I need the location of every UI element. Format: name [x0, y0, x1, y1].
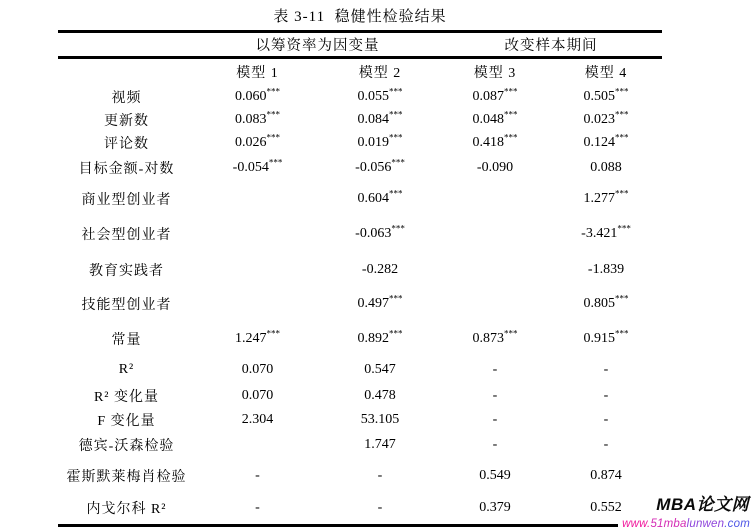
- cell-model-3: -0.090: [476, 160, 514, 175]
- cell-model-3: -: [492, 388, 498, 403]
- cell-model-1: -0.054***: [232, 157, 283, 175]
- model-header-row: [58, 58, 662, 86]
- table-row: [58, 131, 662, 154]
- group-header-funding-rate: 以筹资率为因变量: [195, 32, 440, 58]
- significance-stars: ***: [389, 188, 403, 199]
- row-label: 德宾-沃森检验: [78, 439, 175, 454]
- significance-stars: ***: [389, 131, 403, 142]
- table-row: [58, 154, 662, 182]
- cell-model-4: 0.505***: [583, 85, 629, 104]
- watermark-url-part: lunwen: [686, 518, 725, 530]
- row-label: 社会型创业者: [81, 228, 172, 243]
- cell-model-3: [440, 216, 550, 252]
- cell-model-3: -: [492, 362, 498, 377]
- cell-model-3: [440, 182, 550, 216]
- significance-stars: ***: [615, 108, 629, 119]
- significance-stars: ***: [391, 157, 405, 168]
- cell-model-4: 0.023***: [583, 108, 629, 127]
- cell-model-3: 0.418***: [472, 131, 518, 150]
- significance-stars: ***: [389, 293, 403, 304]
- significance-stars: ***: [504, 108, 518, 119]
- cell-model-1: 0.060***: [235, 85, 280, 104]
- significance-stars: ***: [504, 131, 518, 142]
- cell-model-2: 0.478: [364, 388, 396, 403]
- table-container: [58, 4, 662, 527]
- table-row: [58, 108, 662, 131]
- cell-model-2: -0.063***: [355, 223, 405, 241]
- table-row: [58, 493, 662, 525]
- table-title: 表 3-11 稳健性检验结果: [273, 9, 447, 25]
- cell-model-3: [440, 287, 550, 321]
- watermark-url-part: www.: [622, 518, 651, 530]
- cell-model-1: 0.083***: [235, 108, 280, 127]
- cell-model-4: -: [603, 362, 609, 377]
- watermark-url-part: 51mba: [650, 518, 687, 530]
- cell-model-4: -3.421***: [581, 223, 631, 241]
- table-row: [58, 431, 662, 459]
- watermark-brand: MBA论文网: [651, 490, 749, 515]
- model-header-empty: [58, 58, 195, 86]
- cell-model-2: 0.084***: [357, 108, 403, 127]
- cell-model-2: 0.019***: [357, 131, 403, 150]
- table-row: [58, 85, 662, 108]
- cell-model-2: 1.747: [364, 437, 396, 452]
- cell-model-3: 0.087***: [472, 85, 518, 104]
- robustness-results-table: [58, 30, 662, 527]
- row-label: R²: [118, 362, 135, 377]
- row-label: R² 变化量: [93, 390, 160, 405]
- cell-model-4: -: [603, 388, 609, 403]
- watermark-url: [618, 518, 751, 530]
- cell-model-4: -1.839: [587, 261, 625, 277]
- significance-stars: ***: [617, 223, 631, 234]
- significance-stars: ***: [615, 293, 629, 304]
- row-label: 目标金额-对数: [78, 162, 175, 177]
- model-header-4: 模型 4: [584, 66, 628, 81]
- cell-model-4: -: [603, 411, 609, 427]
- cell-model-1: 0.026***: [235, 131, 280, 150]
- cell-model-1: 2.304: [241, 411, 274, 427]
- model-header-2: 模型 2: [358, 66, 402, 81]
- cell-model-3: 0.048***: [472, 108, 518, 127]
- significance-stars: ***: [266, 131, 280, 142]
- table-body: [58, 85, 662, 525]
- significance-stars: ***: [615, 85, 629, 96]
- cell-model-1: 1.247***: [235, 327, 280, 346]
- significance-stars: ***: [389, 85, 403, 96]
- row-label: 更新数: [104, 113, 149, 129]
- table-row: [58, 287, 662, 321]
- row-label: 霍斯默莱梅肖检验: [66, 470, 187, 485]
- cell-model-2: 0.497***: [357, 293, 403, 311]
- cell-model-4: 0.124***: [583, 131, 629, 150]
- significance-stars: ***: [266, 108, 280, 119]
- row-label: 评论数: [104, 136, 149, 152]
- cell-model-4: 0.915***: [583, 327, 629, 346]
- cell-model-4: -: [603, 437, 609, 452]
- significance-stars: ***: [266, 327, 280, 338]
- cell-model-2: 53.105: [360, 411, 400, 427]
- cell-model-1: [195, 431, 320, 459]
- cell-model-1: -: [255, 468, 260, 483]
- cell-model-2: 0.892***: [357, 327, 403, 346]
- cell-model-3: 0.379: [440, 493, 550, 525]
- cell-model-2: 0.055***: [357, 85, 403, 104]
- cell-model-2: -0.282: [361, 261, 399, 277]
- cell-model-1: [195, 182, 320, 216]
- cell-model-4: 0.805***: [583, 293, 629, 311]
- cell-model-4: 0.552: [550, 493, 662, 525]
- cell-model-1: 0.070: [241, 362, 274, 377]
- cell-model-1: 0.070: [241, 388, 274, 403]
- cell-model-2: 0.604***: [357, 188, 403, 206]
- cell-model-2: -0.056***: [355, 157, 405, 175]
- row-label: 视频: [111, 90, 142, 106]
- cell-model-1: -: [195, 493, 320, 525]
- significance-stars: ***: [504, 327, 518, 338]
- model-header-3: 模型 3: [473, 66, 517, 81]
- cell-model-4: 1.277***: [583, 188, 629, 206]
- cell-model-3: 0.873***: [472, 327, 518, 346]
- table-row: [58, 321, 662, 356]
- cell-model-3: 0.549: [479, 468, 511, 483]
- table-row: [58, 182, 662, 216]
- significance-stars: ***: [504, 85, 518, 96]
- group-header-empty: [58, 32, 195, 58]
- watermark-url-part: .com: [724, 518, 750, 530]
- significance-stars: ***: [615, 327, 629, 338]
- significance-stars: ***: [389, 108, 403, 119]
- cell-model-2: -: [320, 493, 440, 525]
- row-label: 内戈尔科 R²: [58, 493, 195, 525]
- row-label: 商业型创业者: [81, 193, 172, 208]
- significance-stars: ***: [615, 188, 629, 199]
- significance-stars: ***: [389, 327, 403, 338]
- cell-model-1: [195, 287, 320, 321]
- table-row: [58, 459, 662, 493]
- cell-model-4: 0.088: [590, 160, 622, 175]
- row-label: 教育实践者: [89, 263, 164, 279]
- cell-model-1: [195, 216, 320, 252]
- table-row: [58, 356, 662, 384]
- significance-stars: ***: [615, 131, 629, 142]
- significance-stars: ***: [391, 223, 405, 234]
- cell-model-4: 0.874: [590, 468, 622, 483]
- cell-model-3: -: [492, 411, 498, 427]
- cell-model-1: [195, 252, 320, 287]
- table-row: [58, 252, 662, 287]
- cell-model-2: -: [377, 468, 383, 483]
- table-row: [58, 384, 662, 408]
- group-header-row: [58, 32, 662, 58]
- significance-stars: ***: [268, 157, 283, 168]
- row-label: F 变化量: [97, 413, 156, 429]
- significance-stars: ***: [266, 85, 280, 96]
- cell-model-3: -: [492, 437, 498, 452]
- group-header-sample-period: 改变样本期间: [440, 32, 662, 58]
- cell-model-3: [440, 252, 550, 287]
- row-label: 常量: [111, 332, 142, 348]
- cell-model-2: 0.547: [364, 362, 396, 377]
- row-label: 技能型创业者: [81, 298, 172, 313]
- model-header-1: 模型 1: [236, 66, 279, 81]
- table-row: [58, 408, 662, 431]
- table-row: [58, 216, 662, 252]
